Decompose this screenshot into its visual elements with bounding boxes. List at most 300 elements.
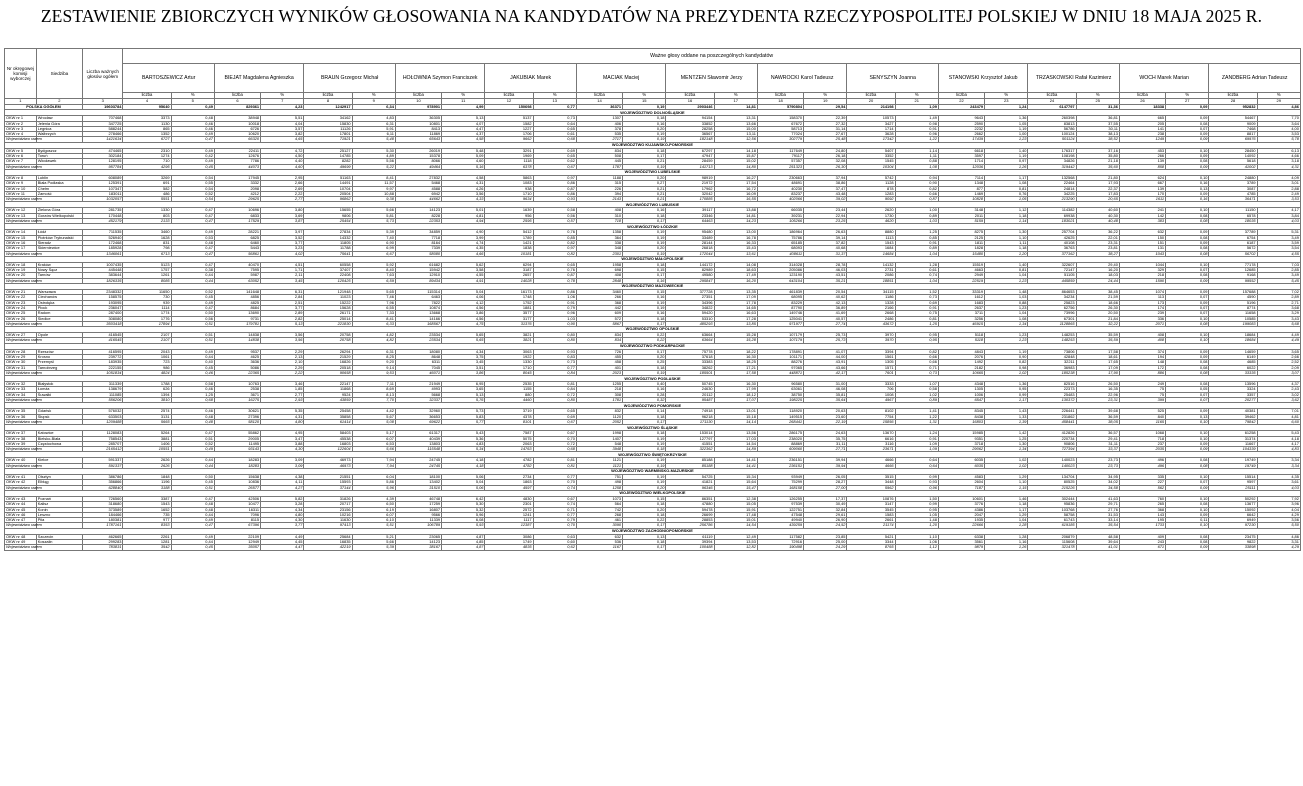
value-cell: 23,31 <box>1076 240 1119 245</box>
okw-cell: Województwo razem <box>6 446 42 452</box>
value-cell: 1241 <box>485 512 533 517</box>
value-cell: 63664 <box>666 338 714 343</box>
value-cell: 19749 <box>1209 463 1257 468</box>
value-cell: 2657 <box>485 273 533 278</box>
value-cell: 4,56 <box>442 316 485 321</box>
subheader-liczba: liczba <box>304 93 352 99</box>
value-cell: 4,94 <box>442 219 485 224</box>
value-cell: 1958 <box>576 262 622 267</box>
okw-cell: OKW nr 47 <box>5 518 37 523</box>
value-cell: 0,16 <box>1166 181 1209 186</box>
value-cell: 27,76 <box>1076 507 1119 512</box>
value-cell: 2011 <box>938 213 984 218</box>
value-cell: 0,08 <box>1166 121 1209 126</box>
value-cell: 4,91 <box>442 278 485 283</box>
value-cell: 15942 <box>395 268 441 273</box>
value-cell: 13,88 <box>714 208 757 213</box>
subheader-liczba: liczba <box>1209 93 1257 99</box>
seat-cell: Chełm <box>36 186 82 191</box>
value-cell: 0,84 <box>533 387 576 392</box>
voivodeship-name: WOJEWÓDZTWO DOLNOŚLĄSKIE <box>5 110 1301 116</box>
value-cell: 1209488 <box>82 419 122 424</box>
subheader-liczba: liczba <box>214 93 260 99</box>
value-cell: 5,67 <box>352 414 395 419</box>
value-cell: 36983 <box>1028 365 1076 370</box>
value-cell: 1307 <box>576 116 622 121</box>
value-cell: 1,12 <box>895 545 938 550</box>
value-cell: 40,68 <box>804 246 847 251</box>
value-cell: 0,18 <box>623 414 666 419</box>
okw-cell: Województwo razem <box>6 544 42 550</box>
value-cell: 17962 <box>666 186 714 191</box>
value-cell: 179781 <box>214 321 260 326</box>
value-cell: 496 <box>1119 463 1165 468</box>
value-cell: 0,13 <box>623 534 666 539</box>
value-cell: 5123 <box>123 262 171 267</box>
value-cell: 336 <box>1119 316 1165 321</box>
value-cell: 0,79 <box>533 305 576 310</box>
value-cell: 1165 <box>1119 419 1165 424</box>
value-cell: 0,08 <box>1166 235 1209 240</box>
okw-cell: OKW nr 11 <box>5 191 37 196</box>
value-cell: 0,18 <box>623 447 666 452</box>
value-cell: 1828 <box>938 246 984 251</box>
value-cell: 5,30 <box>352 148 395 153</box>
value-cell: 40108 <box>1028 240 1076 245</box>
value-cell: 4,50 <box>261 154 304 159</box>
value-cell: 7,94 <box>352 458 395 463</box>
value-cell: 6,13 <box>1257 148 1300 153</box>
value-cell: 0,47 <box>171 523 214 528</box>
value-cell: 0,96 <box>895 132 938 137</box>
value-cell: 6,11 <box>352 132 395 137</box>
value-cell: 591337 <box>82 463 122 468</box>
value-cell: 939 <box>123 300 171 305</box>
value-cell: 26,05 <box>804 475 847 480</box>
value-cell: 3148 <box>938 208 984 213</box>
value-cell: 1748 <box>485 295 533 300</box>
voivodeship-name: WOJEWÓDZTWO OPOLSKIE <box>5 327 1301 333</box>
subheader-liczba: liczba <box>576 93 622 99</box>
column-number: 3 <box>82 99 122 105</box>
seat-cell <box>36 545 82 550</box>
value-cell: 20518 <box>304 365 352 370</box>
value-cell: 834 <box>576 333 622 338</box>
value-cell: 23,73 <box>1076 458 1119 463</box>
value-cell: 5196 <box>1209 300 1257 305</box>
subheader-percent: % <box>1076 93 1119 99</box>
value-cell: 3344 <box>847 540 895 545</box>
value-cell: 64463 <box>666 219 714 224</box>
value-cell: 231862 <box>1028 414 1076 419</box>
value-cell: 977 <box>123 518 171 523</box>
value-cell: 310 <box>576 213 622 218</box>
value-cell: 6,19 <box>352 507 395 512</box>
value-cell: 1283 <box>847 191 895 196</box>
value-cell: 6294 <box>485 262 533 267</box>
value-cell: 3,87 <box>261 219 304 224</box>
candidate-header: HOŁOWNIA Szymon Franciszek <box>395 64 485 93</box>
value-cell: 4,80 <box>261 512 304 517</box>
value-cell: 0,65 <box>533 409 576 414</box>
okw-cell: OKW nr 35 <box>5 409 37 414</box>
subheader-liczba: liczba <box>1028 93 1076 99</box>
value-cell: 0,49 <box>171 349 214 354</box>
value-cell: 95836 <box>1028 502 1076 507</box>
value-cell: 1,16 <box>985 540 1028 545</box>
value-cell: 93949 <box>757 475 803 480</box>
value-cell: 23,25 <box>804 219 847 224</box>
column-number: 17 <box>714 99 757 105</box>
value-cell: 27834 <box>304 230 352 235</box>
value-cell: 1,10 <box>895 534 938 539</box>
header-group: Ważne głosy oddane na poszczególnych kandydatów <box>123 49 1300 64</box>
value-cell: 1,22 <box>895 414 938 419</box>
value-cell: 3,56 <box>261 338 304 343</box>
value-cell: 0,40 <box>623 382 666 387</box>
value-cell: 4,33 <box>442 197 485 202</box>
okw-cell: OKW nr 12 <box>5 208 37 213</box>
value-cell: 17,21 <box>714 365 757 370</box>
value-cell: 0,08 <box>1166 365 1209 370</box>
value-cell: 3,45 <box>442 360 485 365</box>
okw-cell: Województwo razem <box>6 277 42 283</box>
value-cell: 5,78 <box>1257 137 1300 142</box>
value-cell: 0,13 <box>1166 414 1209 419</box>
value-cell: 96580 <box>757 382 803 387</box>
value-cell: 34225 <box>1028 191 1076 196</box>
value-cell: 16311 <box>214 507 260 512</box>
value-cell: 730 <box>123 295 171 300</box>
value-cell: 1583 <box>847 512 895 517</box>
value-cell: 1,41 <box>895 409 938 414</box>
value-cell: 185238 <box>1028 370 1076 375</box>
value-cell: 3545 <box>847 507 895 512</box>
value-cell: 302779 <box>757 137 803 142</box>
value-cell: 1,03 <box>533 316 576 321</box>
okw-cell: Województwo razem <box>6 337 42 343</box>
value-cell: 12387 <box>485 523 533 528</box>
value-cell: 3087 <box>1209 186 1257 191</box>
value-cell: 525 <box>1119 409 1165 414</box>
value-cell: 6,31 <box>352 349 395 354</box>
value-cell: 1710 <box>485 191 533 196</box>
value-cell: 0,45 <box>171 545 214 550</box>
value-cell: 18684 <box>1209 333 1257 338</box>
seat-cell: Krosno <box>36 354 82 359</box>
value-cell: 90806 <box>1028 441 1076 446</box>
value-cell: 4993 <box>395 387 441 392</box>
value-cell: 14332 <box>304 235 352 240</box>
value-cell: 0,11 <box>1166 518 1209 523</box>
value-cell: 0,10 <box>1166 507 1209 512</box>
value-cell: 401 <box>576 365 622 370</box>
value-cell: 150 <box>1119 235 1165 240</box>
value-cell: 21,18 <box>1076 159 1119 164</box>
value-cell: 0,56 <box>533 213 576 218</box>
value-cell: 0,91 <box>895 240 938 245</box>
value-cell: 3,75 <box>442 354 485 359</box>
value-cell: 40381 <box>1209 409 1257 414</box>
value-cell: 178891 <box>757 349 803 354</box>
value-cell: 1,04 <box>895 278 938 283</box>
value-cell: 31376 <box>485 321 533 326</box>
value-cell: 11868 <box>304 387 352 392</box>
value-cell: 6618 <box>938 148 984 153</box>
value-cell: 0,49 <box>171 518 214 523</box>
value-cell: 0,15 <box>623 496 666 501</box>
value-cell: 0,89 <box>895 246 938 251</box>
value-cell: 35858 <box>304 414 352 419</box>
value-cell: 0,18 <box>623 116 666 121</box>
value-cell: 0,19 <box>623 235 666 240</box>
value-cell: 4,45 <box>261 540 304 545</box>
value-cell: 0,88 <box>985 300 1028 305</box>
value-cell: 88276 <box>757 360 803 365</box>
value-cell: 8765 <box>847 545 895 550</box>
value-cell: 118920 <box>757 409 803 414</box>
value-cell: 2,66 <box>261 181 304 186</box>
value-cell: 6311 <box>395 360 441 365</box>
value-cell: 3,56 <box>261 333 304 338</box>
value-cell: 28221 <box>214 230 260 235</box>
value-cell: 0,66 <box>895 354 938 359</box>
okw-cell: Województwo razem <box>6 484 42 490</box>
value-cell: 2572 <box>485 507 533 512</box>
value-cell: 41,69 <box>804 311 847 316</box>
value-cell: 1,14 <box>895 148 938 153</box>
value-cell: 1,08 <box>985 316 1028 321</box>
value-cell: 61682 <box>395 262 441 267</box>
value-cell: 416545 <box>82 338 122 343</box>
value-cell: 5,35 <box>261 409 304 414</box>
value-cell: 20,63 <box>804 409 847 414</box>
value-cell: 23475 <box>1209 534 1257 539</box>
value-cell: 36471 <box>1209 197 1257 202</box>
seat-cell: Wrocław <box>36 116 82 121</box>
total-cell: 18338 <box>1119 105 1165 110</box>
value-cell: 0,09 <box>1166 137 1209 142</box>
subheader-liczba: liczba <box>938 93 984 99</box>
value-cell: 609060 <box>757 447 803 452</box>
value-cell: 0,47 <box>171 246 214 251</box>
value-cell: 1774 <box>123 311 171 316</box>
value-cell: 0,50 <box>171 311 214 316</box>
value-cell: 3,77 <box>261 240 304 245</box>
value-cell: 0,78 <box>533 278 576 283</box>
value-cell: 1,23 <box>985 278 1028 283</box>
value-cell: 0,49 <box>171 132 214 137</box>
value-cell: 0,73 <box>533 116 576 121</box>
value-cell: 22365 <box>214 370 260 375</box>
value-cell: 0,93 <box>533 197 576 202</box>
total-cell: 978901 <box>395 105 441 110</box>
value-cell: 412826 <box>1028 431 1076 436</box>
value-cell: 458 <box>576 360 622 365</box>
value-cell: 6035 <box>938 458 984 463</box>
value-cell: 36,57 <box>1076 431 1119 436</box>
value-cell: 0,10 <box>1166 475 1209 480</box>
value-cell: 23346 <box>666 213 714 218</box>
value-cell: 9643 <box>938 116 984 121</box>
okw-cell: Województwo razem <box>6 136 42 142</box>
value-cell: 3256 <box>938 316 984 321</box>
value-cell: 15593 <box>304 480 352 485</box>
value-cell: 35,59 <box>1076 338 1119 343</box>
value-cell: 41,01 <box>1076 545 1119 550</box>
value-cell: 23,31 <box>1076 398 1119 403</box>
value-cell: 1781 <box>576 398 622 403</box>
value-cell: 5,68 <box>1257 321 1300 326</box>
column-number: 8 <box>304 99 352 105</box>
value-cell: 0,19 <box>623 305 666 310</box>
value-cell: 8,69 <box>352 387 395 392</box>
value-cell: 399 <box>1119 398 1165 403</box>
value-cell: 5,77 <box>442 419 485 424</box>
value-cell: 1,09 <box>895 447 938 452</box>
column-number: 28 <box>1209 99 1257 105</box>
value-cell: 22666 <box>938 523 984 528</box>
value-cell: 96218 <box>666 414 714 419</box>
value-cell: 31,11 <box>1076 441 1119 446</box>
value-cell: 1628 <box>123 235 171 240</box>
value-cell: 115314 <box>395 290 441 295</box>
value-cell: 10601 <box>938 496 984 501</box>
value-cell: 17,09 <box>714 295 757 300</box>
value-cell: 2086 <box>847 273 895 278</box>
value-cell: 15,87 <box>714 154 757 159</box>
value-cell: 9537 <box>214 349 260 354</box>
value-cell: 0,07 <box>1166 311 1209 316</box>
value-cell: 141713 <box>666 164 714 169</box>
value-cell: 5,91 <box>352 126 395 131</box>
value-cell: 0,19 <box>623 463 666 468</box>
value-cell: 356866 <box>82 480 122 485</box>
value-cell: 26171 <box>304 311 352 316</box>
value-cell: 79117 <box>757 154 803 159</box>
value-cell: 7,02 <box>1257 290 1300 295</box>
value-cell: 4,07 <box>442 121 485 126</box>
value-cell: 0,09 <box>1166 164 1209 169</box>
value-cell: 0,96 <box>533 311 576 316</box>
value-cell: 113 <box>1119 295 1165 300</box>
subheader-percent: % <box>623 93 666 99</box>
value-cell: 0,67 <box>533 431 576 436</box>
value-cell: 0,68 <box>171 398 214 403</box>
value-cell: 1,04 <box>985 311 1028 316</box>
value-cell: 15985 <box>938 431 984 436</box>
value-cell: 4663 <box>938 268 984 273</box>
okw-cell: OKW nr 3 <box>5 126 37 131</box>
value-cell: 1,50 <box>895 496 938 501</box>
value-cell: 31,53 <box>1076 512 1119 517</box>
value-cell: 13596 <box>1209 382 1257 387</box>
value-cell: 2,10 <box>261 360 304 365</box>
value-cell: 11023 <box>304 295 352 300</box>
value-cell: 5,48 <box>442 148 485 153</box>
value-cell: 28450 <box>1209 148 1257 153</box>
value-cell: 0,49 <box>171 300 214 305</box>
value-cell: 0,88 <box>895 159 938 164</box>
value-cell: 485293 <box>666 321 714 326</box>
value-cell: 125041 <box>757 316 803 321</box>
value-cell: 8,25 <box>352 354 395 359</box>
value-cell: 126255 <box>757 496 803 501</box>
value-cell: 2661 <box>847 518 895 523</box>
value-cell: 1,29 <box>985 475 1028 480</box>
value-cell: 14,41 <box>714 463 757 468</box>
value-cell: 7,01 <box>1257 409 1300 414</box>
value-cell: 4348 <box>938 382 984 387</box>
value-cell: 10551 <box>123 447 171 452</box>
value-cell: 1969 <box>485 154 533 159</box>
value-cell: 20112 <box>666 392 714 397</box>
subheader-percent: % <box>352 93 395 99</box>
okw-cell: OKW nr 26 <box>5 316 37 321</box>
value-cell: 1730 <box>847 213 895 218</box>
value-cell: 0,08 <box>1166 219 1209 224</box>
value-cell: 0,10 <box>1166 419 1209 424</box>
value-cell: 98919 <box>666 175 714 180</box>
value-cell: 13,35 <box>714 290 757 295</box>
value-cell: 67297 <box>666 148 714 153</box>
value-cell: 14,80 <box>714 164 757 169</box>
value-cell: 31374 <box>1209 436 1257 441</box>
value-cell: 302184 <box>82 154 122 159</box>
value-cell: 16,33 <box>714 240 757 245</box>
value-cell: 132568 <box>1028 175 1076 180</box>
value-cell: 107347 <box>82 186 122 191</box>
value-cell: 43,48 <box>804 191 847 196</box>
value-cell: 15,28 <box>714 338 757 343</box>
value-cell: 34826 <box>1028 159 1076 164</box>
value-cell: 3561 <box>938 540 984 545</box>
value-cell: 5468 <box>395 181 441 186</box>
total-cell: 150698 <box>485 105 533 110</box>
value-cell: 88869 <box>757 441 803 446</box>
value-cell: 108198 <box>1028 154 1076 159</box>
value-cell: 53310 <box>666 316 714 321</box>
value-cell: 1,08 <box>895 164 938 169</box>
value-cell: 4386 <box>938 507 984 512</box>
value-cell: 1,02 <box>985 463 1028 468</box>
value-cell: 8045 <box>485 370 533 375</box>
value-cell: 11805 <box>304 240 352 245</box>
value-cell: 0,81 <box>895 316 938 321</box>
value-cell: 3,09 <box>261 458 304 463</box>
candidate-header: SENYSZYN Joanna <box>847 64 938 93</box>
total-cell: 0,19 <box>623 105 666 110</box>
value-cell: 47947 <box>666 154 714 159</box>
value-cell: 803 <box>123 213 171 218</box>
value-cell: 249 <box>1119 382 1165 387</box>
value-cell: 40,48 <box>1076 219 1119 224</box>
value-cell: 13,11 <box>714 132 757 137</box>
value-cell: 374 <box>1119 349 1165 354</box>
value-cell: 416545 <box>82 333 122 338</box>
value-cell: 1,23 <box>985 305 1028 310</box>
value-cell: 3542 <box>123 545 171 550</box>
value-cell: 0,64 <box>895 458 938 463</box>
value-cell: 13402 <box>395 480 441 485</box>
value-cell: 8085 <box>123 278 171 283</box>
value-cell: 8648 <box>395 354 441 359</box>
value-cell: 0,76 <box>533 230 576 235</box>
value-cell: 7,70 <box>352 398 395 403</box>
value-cell: 0,10 <box>1166 431 1209 436</box>
value-cell: 1,48 <box>895 518 938 523</box>
value-cell: 7,11 <box>352 382 395 387</box>
